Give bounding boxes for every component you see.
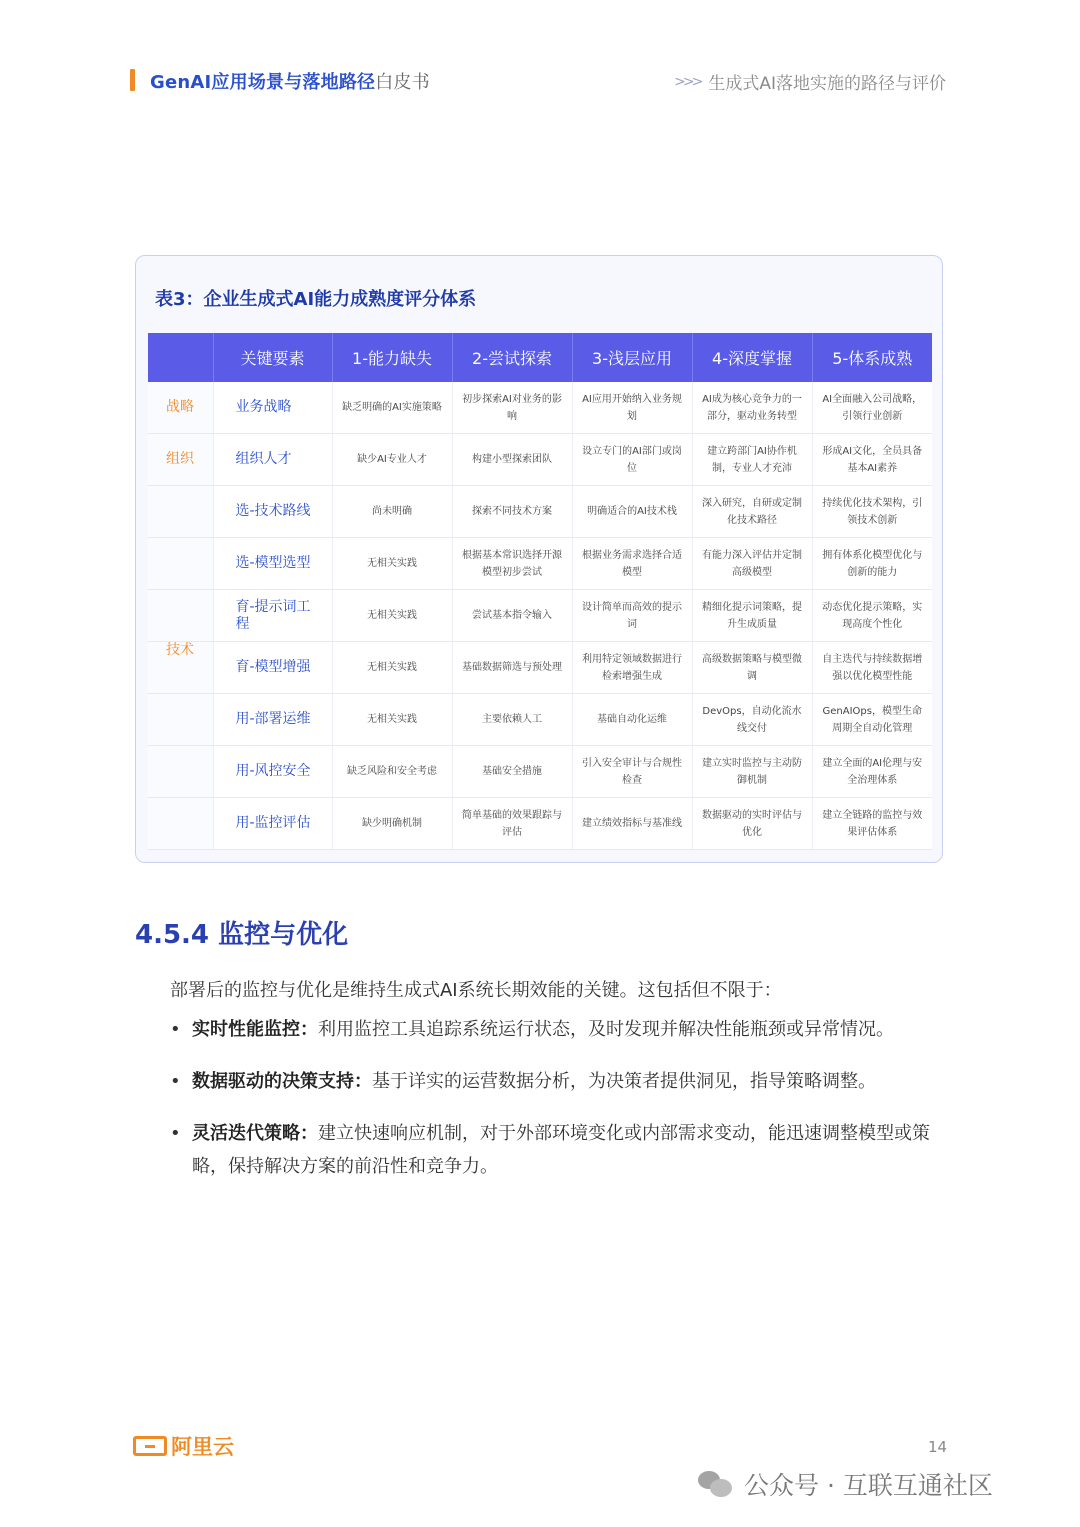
level-cell: 利用特定领域数据进行检索增强生成 xyxy=(572,642,692,694)
table-row xyxy=(148,382,932,434)
level-cell: 明确适合的AI技术栈 xyxy=(572,486,692,538)
key-cell: 育-提示词工程 xyxy=(213,590,332,642)
level-cell: 简单基础的效果跟踪与评估 xyxy=(452,798,572,850)
key-cell: 组织人才 xyxy=(213,434,332,486)
key-cell: 用-监控评估 xyxy=(213,798,332,850)
category-cell xyxy=(148,798,213,850)
table-row xyxy=(148,694,932,746)
category-cell xyxy=(148,486,213,538)
section-heading: 4.5.4 监控与优化 xyxy=(135,920,349,950)
col-header-level-4: 4-深度掌握 xyxy=(692,333,812,382)
bullet-text: 利用监控工具追踪系统运行状态，及时发现并解决性能瓶颈或异常情况。 xyxy=(318,1019,894,1040)
level-cell: 探索不同技术方案 xyxy=(452,486,572,538)
bullet-list xyxy=(170,1013,960,1202)
category-cell xyxy=(148,538,213,590)
table-row xyxy=(148,538,932,590)
level-cell: 基础安全措施 xyxy=(452,746,572,798)
table-title: 表3：企业生成式AI能力成熟度评分体系 xyxy=(155,289,477,310)
table-header-row xyxy=(148,333,932,382)
level-cell: 深入研究，自研或定制化技术路径 xyxy=(692,486,812,538)
bullet-label: 数据驱动的决策支持： xyxy=(192,1071,372,1092)
level-cell: 持续优化技术架构，引领技术创新 xyxy=(812,486,932,538)
page-number: 14 xyxy=(928,1438,948,1456)
wechat-icon xyxy=(698,1469,734,1499)
level-cell: GenAIOps，模型生命周期全自动化管理 xyxy=(812,694,932,746)
level-cell: 设立专门的AI部门或岗位 xyxy=(572,434,692,486)
level-cell: 根据业务需求选择合适模型 xyxy=(572,538,692,590)
level-cell: AI应用开始纳入业务规划 xyxy=(572,382,692,434)
col-header-level-2: 2-尝试探索 xyxy=(452,333,572,382)
level-cell: 缺乏风险和安全考虑 xyxy=(332,746,452,798)
level-cell: 建立全面的AI伦理与安全治理体系 xyxy=(812,746,932,798)
level-cell: 自主迭代与持续数据增强以优化模型性能 xyxy=(812,642,932,694)
level-cell: 有能力深入评估并定制高级模型 xyxy=(692,538,812,590)
level-cell: 主要依赖人工 xyxy=(452,694,572,746)
level-cell: 精细化提示词策略，提升生成质量 xyxy=(692,590,812,642)
bullet-label: 灵活迭代策略： xyxy=(192,1123,318,1144)
level-cell: 建立绩效指标与基准线 xyxy=(572,798,692,850)
double-chevron-icon: >>> xyxy=(674,73,701,90)
level-cell: 拥有体系化模型优化与创新的能力 xyxy=(812,538,932,590)
category-cell: 技术 xyxy=(148,642,213,694)
level-cell: 无相关实践 xyxy=(332,642,452,694)
col-header-category xyxy=(148,333,213,382)
key-cell: 育-模型增强 xyxy=(213,642,332,694)
level-cell: 无相关实践 xyxy=(332,694,452,746)
list-item xyxy=(170,1065,960,1098)
level-cell: 形成AI文化，全员具备基本AI素养 xyxy=(812,434,932,486)
level-cell: 缺少明确机制 xyxy=(332,798,452,850)
category-cell: 组织 xyxy=(148,434,213,486)
level-cell: 无相关实践 xyxy=(332,590,452,642)
table-row xyxy=(148,486,932,538)
col-header-level-3: 3-浅层应用 xyxy=(572,333,692,382)
level-cell: 尚未明确 xyxy=(332,486,452,538)
list-item xyxy=(170,1013,960,1046)
level-cell: 尝试基本指令输入 xyxy=(452,590,572,642)
table-row xyxy=(148,642,932,694)
level-cell: 动态优化提示策略，实现高度个性化 xyxy=(812,590,932,642)
level-cell: 建立实时监控与主动防御机制 xyxy=(692,746,812,798)
category-cell xyxy=(148,590,213,642)
section-label: 生成式AI落地实施的路径与评价 xyxy=(708,74,946,94)
level-cell: 设计简单而高效的提示词 xyxy=(572,590,692,642)
table-row xyxy=(148,746,932,798)
level-cell: AI成为核心竞争力的一部分，驱动业务转型 xyxy=(692,382,812,434)
col-header-level-5: 5-体系成熟 xyxy=(812,333,932,382)
level-cell: 建立跨部门AI协作机制，专业人才充沛 xyxy=(692,434,812,486)
category-cell xyxy=(148,694,213,746)
list-item xyxy=(170,1117,960,1183)
key-cell: 用-风控安全 xyxy=(213,746,332,798)
category-cell xyxy=(148,746,213,798)
key-cell: 选-技术路线 xyxy=(213,486,332,538)
maturity-table xyxy=(148,333,932,850)
level-cell: 建立全链路的监控与效果评估体系 xyxy=(812,798,932,850)
header-accent-bar xyxy=(130,69,135,91)
table-row xyxy=(148,590,932,642)
level-cell: 基础数据筛选与预处理 xyxy=(452,642,572,694)
level-cell: 数据驱动的实时评估与优化 xyxy=(692,798,812,850)
level-cell: 根据基本常识选择开源模型初步尝试 xyxy=(452,538,572,590)
watermark-text: 公众号 · 互联互通社区 xyxy=(744,1471,993,1500)
watermark xyxy=(698,1466,993,1502)
category-cell: 战略 xyxy=(148,382,213,434)
bullet-text: 建立快速响应机制，对于外部环境变化或内部需求变动，能迅速调整模型或策略，保持解决方案的前沿性和竞争力。 xyxy=(192,1123,930,1177)
level-cell: DevOps，自动化流水线交付 xyxy=(692,694,812,746)
col-header-level-1: 1-能力缺失 xyxy=(332,333,452,382)
key-cell: 用-部署运维 xyxy=(213,694,332,746)
bullet-label: 实时性能监控： xyxy=(192,1019,318,1040)
section-breadcrumb xyxy=(674,69,946,94)
level-cell: 基础自动化运维 xyxy=(572,694,692,746)
level-cell: 构建小型探索团队 xyxy=(452,434,572,486)
col-header-key: 关键要素 xyxy=(213,333,332,382)
level-cell: 引入安全审计与合规性检查 xyxy=(572,746,692,798)
level-cell: 无相关实践 xyxy=(332,538,452,590)
level-cell: 缺少AI专业人才 xyxy=(332,434,452,486)
level-cell: 高级数据策略与模型微调 xyxy=(692,642,812,694)
level-cell: AI全面融入公司战略，引领行业创新 xyxy=(812,382,932,434)
section-intro: 部署后的监控与优化是维持生成式AI系统长期效能的关键。这包括但不限于： xyxy=(170,980,782,1001)
aliyun-logo xyxy=(133,1431,234,1461)
document-title: GenAI应用场景与落地路径白皮书 xyxy=(150,72,430,93)
table-row xyxy=(148,434,932,486)
logo-text: 阿里云 xyxy=(171,1435,234,1459)
key-cell: 选-模型选型 xyxy=(213,538,332,590)
level-cell: 缺乏明确的AI实施策略 xyxy=(332,382,452,434)
aliyun-logo-icon xyxy=(133,1436,167,1456)
bullet-text: 基于详实的运营数据分析，为决策者提供洞见，指导策略调整。 xyxy=(372,1071,876,1092)
level-cell: 初步探索AI对业务的影响 xyxy=(452,382,572,434)
table-row xyxy=(148,798,932,850)
key-cell: 业务战略 xyxy=(213,382,332,434)
